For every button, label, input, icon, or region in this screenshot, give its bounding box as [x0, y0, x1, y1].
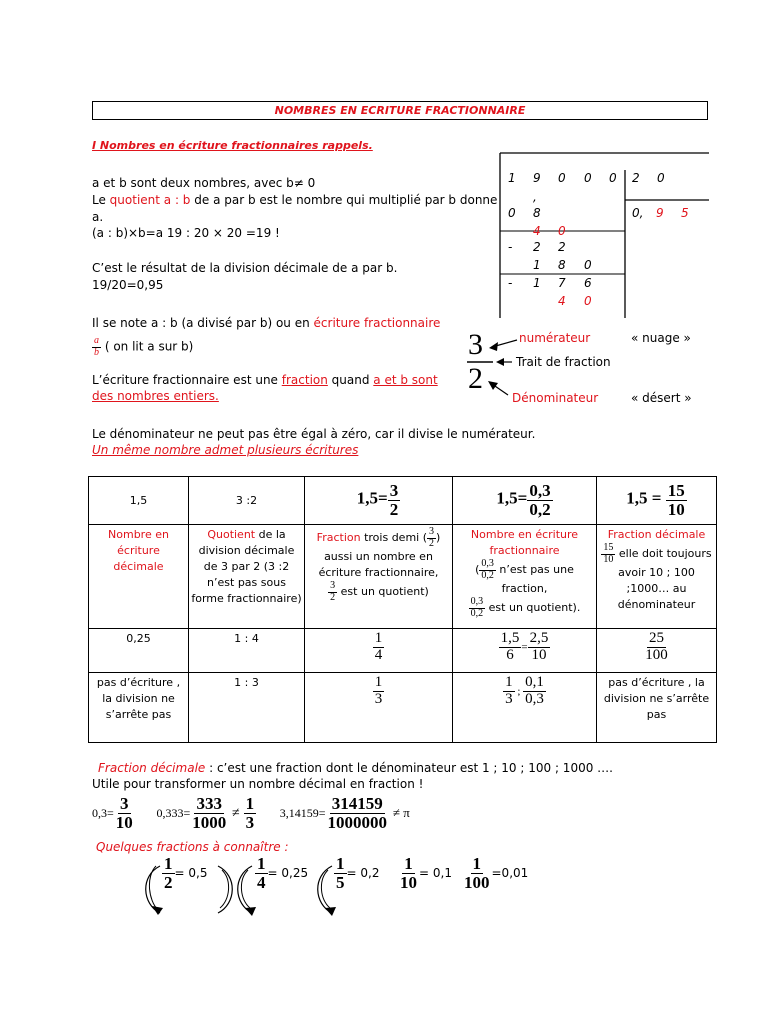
text-line: Le dénominateur ne peut pas être égal à zéro, car il divise le numérateur.	[92, 427, 536, 441]
label-fraction-bar: Trait de fraction	[516, 355, 611, 369]
digit: 0	[584, 258, 592, 272]
fraction: $\frac{1}{2}$	[164, 854, 173, 892]
text-line: L’écriture fractionnaire est une fraction quand a et b sont	[92, 373, 438, 387]
table-cell: 1,5	[89, 477, 189, 525]
table-cell: 1,5= $\frac{0,3}{0,2}$	[453, 477, 597, 525]
fraction: $\frac{0,3}{0,2}$	[481, 558, 494, 581]
fraction: $\frac{0,1}{0,3}$	[525, 674, 544, 707]
text-line: C’est le résultat de la division décimale de a par b.	[92, 261, 398, 275]
fraction: $\frac{1}{4}$	[257, 854, 266, 892]
fraction: $\frac{1}{10}$	[400, 854, 417, 892]
minus-sign: -	[508, 240, 513, 254]
fraction: $\frac{3}{2}$	[330, 580, 336, 603]
digit: 8	[558, 258, 566, 272]
table-cell: 3 :2	[189, 477, 305, 525]
table-cell: 1,5= $\frac{3}{2}$	[305, 477, 453, 525]
text-line: Le quotient a : b de a par b est le nombre qui multiplié par b donne	[92, 193, 498, 207]
fraction: $\frac{0,3}{0,2}$	[529, 481, 551, 519]
fraction: $\frac{1,5}{6}$	[500, 630, 520, 663]
digit: 1	[533, 258, 541, 272]
fraction: $\frac{314159}{1000000}$	[327, 794, 387, 832]
fraction: $\frac{2,5}{10}$	[529, 630, 549, 663]
digit: 8	[533, 206, 541, 220]
digit: 0	[584, 171, 592, 185]
section-heading: I Nombres en écriture fractionnaires rappels.	[92, 139, 373, 152]
fraction: $\frac{1}{3}$	[505, 674, 513, 707]
digit: 0	[609, 171, 617, 185]
fraction: $\frac{3}{2}$	[389, 481, 399, 519]
fraction: $\frac{a}{b}$	[94, 335, 99, 358]
digit: 6	[584, 276, 592, 290]
text-line: des nombres entiers.	[92, 389, 219, 403]
table-cell: 1,5 = $\frac{15}{10}$	[597, 477, 717, 525]
text-line: 19/20=0,95	[92, 278, 164, 292]
digit: 7	[558, 276, 566, 290]
table-cell: 1 : 3	[189, 673, 305, 743]
diagram-denominator: 2	[468, 362, 483, 395]
table-cell: Quotient de la division décimale de 3 par 2 (3 :2 n’est pas sous forme fractionnaire)	[189, 525, 305, 629]
fraction: $\frac{3}{2}$	[429, 526, 435, 549]
fraction: $\frac{1}{100}$	[464, 854, 490, 892]
table-cell: pas d’écriture , la division ne s’arrête pas	[597, 673, 717, 743]
fraction: $\frac{1}{3}$	[245, 794, 255, 832]
fraction: $\frac{3}{10}$	[115, 794, 133, 832]
text-line: Un même nombre admet plusieurs écritures	[92, 443, 359, 457]
diagram-numerator: 3	[468, 328, 483, 361]
fraction: $\frac{15}{10}$	[603, 542, 614, 565]
examples-row: 0,3= $\frac{3}{10}$ 0,333= $\frac{333}{1000}$ ≠ $\frac{1}{3}$ 3,14159= $\frac{314159}{1000000}$ ≠ π	[92, 794, 410, 832]
digit: 0	[657, 171, 665, 185]
table-cell: $\frac{1,5}{6}$ = $\frac{2,5}{10}$	[453, 629, 597, 673]
minus-sign: -	[508, 276, 513, 290]
text-line: $\frac{a}{b}$ ( on lit a sur b)	[94, 335, 194, 358]
digit: 2	[558, 240, 566, 254]
quotient-digit: 9	[656, 206, 664, 220]
known-fraction: $\frac{1}{4}$ = 0,25	[257, 854, 309, 892]
text-line: a.	[92, 210, 104, 224]
digit: 4	[558, 294, 566, 308]
page-title: NOMBRES EN ECRITURE FRACTIONNAIRE	[92, 101, 708, 120]
table-cell: pas d’écriture , la division ne s’arrête pas	[89, 673, 189, 743]
digit: 0	[508, 206, 516, 220]
digit: 0	[558, 171, 566, 185]
fraction: $\frac{15}{10}$	[667, 481, 685, 519]
table-cell: Nombre en écriture fractionnaire ( $\frac{0,3}{0,2}$ n’est pas une fraction, $\frac{0,3}{0,2}$ est un quotient).	[453, 525, 597, 629]
known-fraction: $\frac{1}{5}$ = 0,2	[336, 854, 380, 892]
table-cell: Fraction trois demi ( $\frac{3}{2}$ ) aussi un nombre en écriture fractionnaire, $\frac{3}{2}$ est un quotient)	[305, 525, 453, 629]
table-cell: $\frac{1}{3}$ ; $\frac{0,1}{0,3}$	[453, 673, 597, 743]
known-fraction: $\frac{1}{100}$ =0,01	[464, 854, 529, 892]
table-cell: 1 : 4	[189, 629, 305, 673]
known-fraction: $\frac{1}{10}$ = 0,1	[400, 854, 452, 892]
quotient-prefix: 0,	[632, 206, 644, 220]
digit: 9	[533, 171, 541, 185]
table-cell: 0,25	[89, 629, 189, 673]
digit: 4	[533, 224, 541, 238]
comma: ,	[533, 190, 537, 204]
digit: 1	[508, 171, 516, 185]
fraction: $\frac{333}{1000}$	[192, 794, 227, 832]
fraction: $\frac{1}{5}$	[336, 854, 345, 892]
fraction: $\frac{1}{3}$	[374, 674, 383, 707]
digit: 0	[558, 224, 566, 238]
text-line: a et b sont deux nombres, avec b≠ 0	[92, 176, 316, 190]
digit: 1	[533, 276, 541, 290]
quotient-digit: 5	[681, 206, 689, 220]
fraction: $\frac{25}{100}$	[645, 630, 668, 663]
digit: 2	[632, 171, 640, 185]
label-denominator: Dénominateur	[512, 391, 599, 405]
nickname-denominator: « désert »	[631, 391, 692, 405]
nickname-numerator: « nuage »	[631, 331, 691, 345]
known-fractions-heading: Quelques fractions à connaître :	[96, 840, 289, 854]
fraction: $\frac{0,3}{0,2}$	[470, 596, 484, 619]
digit: 2	[533, 240, 541, 254]
table-cell: Nombre en écriture décimale	[89, 525, 189, 629]
text-line: Il se note a : b (a divisé par b) ou en écriture fractionnaire	[92, 316, 441, 330]
label-numerator: numérateur	[519, 331, 591, 345]
known-fraction: $\frac{1}{2}$ = 0,5	[164, 854, 208, 892]
table-cell: Fraction décimale $\frac{15}{10}$ elle doit toujours avoir 10 ; 100 ;1000… au dénominateur	[597, 525, 717, 629]
fraction: $\frac{1}{4}$	[374, 630, 383, 663]
text-line: Utile pour transformer un nombre décimal en fraction !	[92, 777, 424, 791]
digit: 0	[584, 294, 592, 308]
text-line: Fraction décimale : c’est une fraction dont le dénominateur est 1 ; 10 ; 100 ; 1000 ….	[98, 761, 613, 775]
text-line: (a : b)×b=a 19 : 20 × 20 =19 !	[92, 226, 280, 240]
